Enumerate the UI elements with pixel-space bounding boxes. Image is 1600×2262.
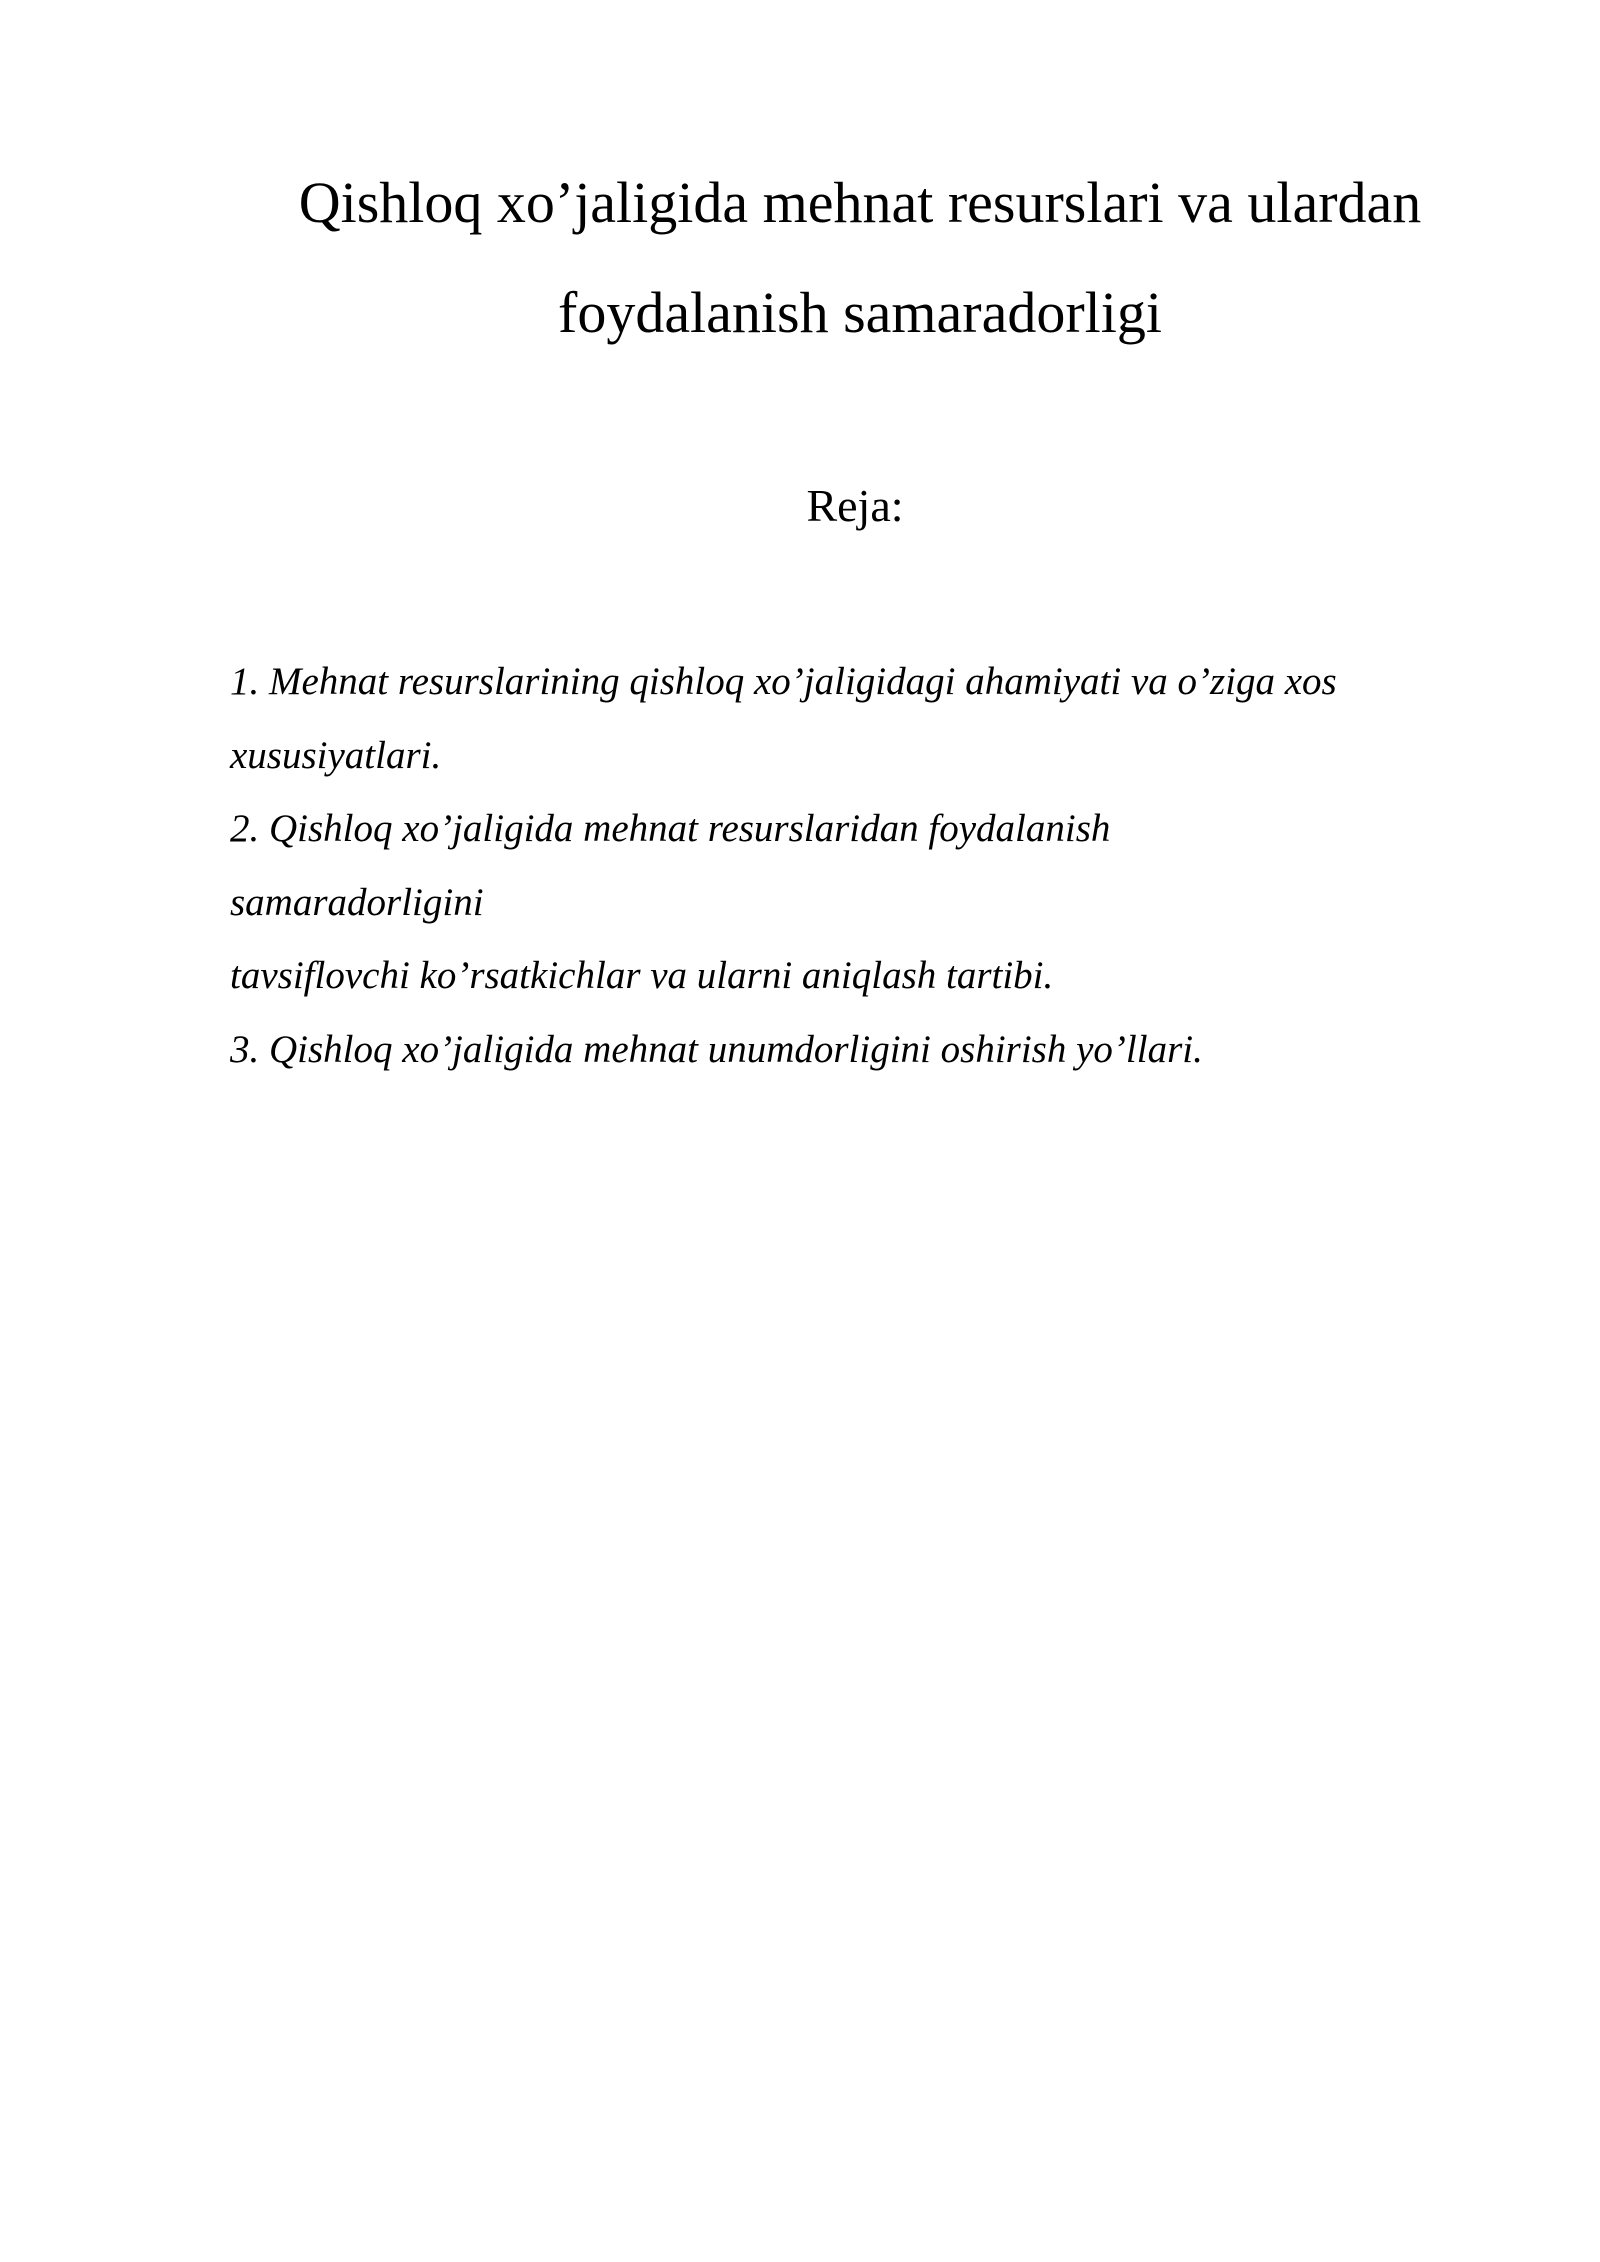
plan-item-2-line: 2. Qishloq xo’jaligida mehnat resurslaridan foydalanish	[230, 807, 1111, 850]
document-title-line: Qishloq xo’jaligida mehnat resurslari va ulardan	[298, 170, 1422, 235]
plan-item-2-line: samaradorligini	[230, 880, 484, 924]
document-title	[200, 148, 1520, 368]
document-title-line: foydalanish samaradorligi	[558, 280, 1162, 345]
plan-list	[230, 645, 1530, 1086]
plan-item-2-line: tavsiflovchi ko’rsatkichlar va ularni aniqlash tartibi.	[230, 954, 1054, 997]
plan-item-3-line: 3. Qishloq xo’jaligida mehnat unumdorligini oshirish yo’llari.	[230, 1027, 1203, 1071]
plan-item-1-line: xususiyatlari.	[230, 733, 442, 777]
plan-heading: Reja:	[806, 480, 904, 531]
plan-item-1-line: 1. Mehnat resurslarining qishloq xo’jaligidagi ahamiyati va o’ziga xos	[230, 660, 1337, 703]
